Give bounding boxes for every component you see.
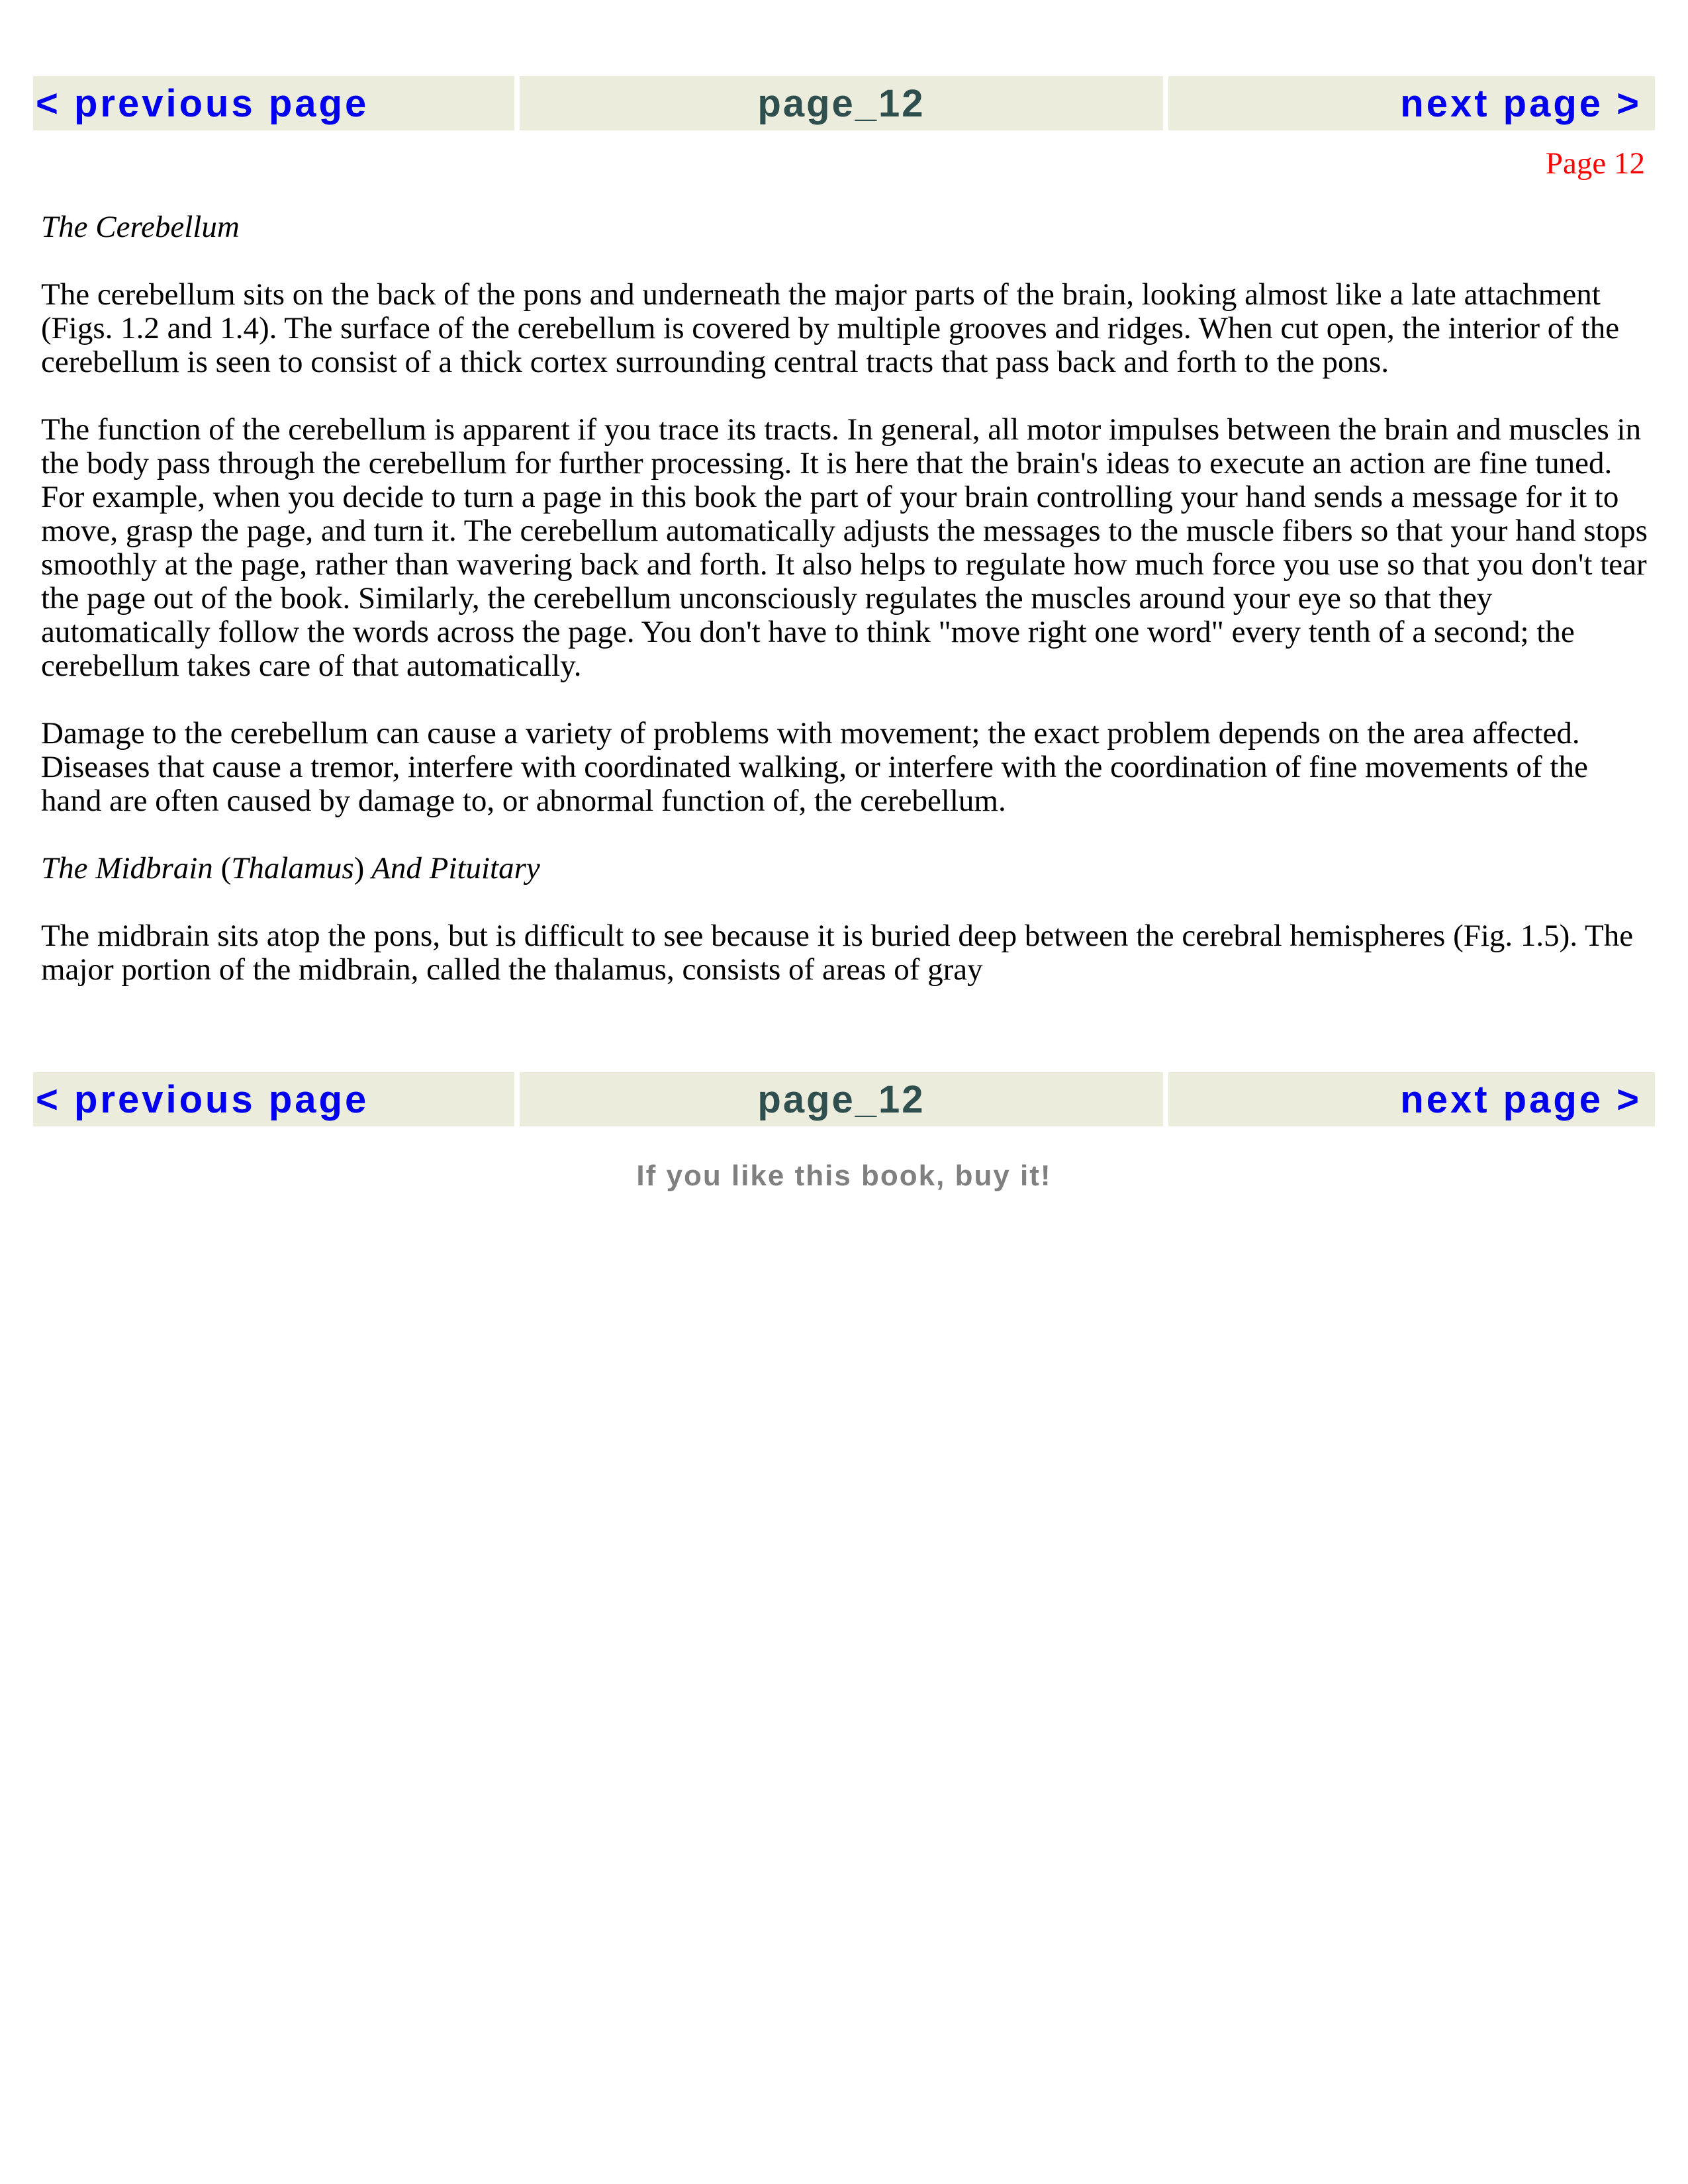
- paragraph: Damage to the cerebellum can cause a variety of problems with movement; the exact problem depends on the area affected. Diseases that cause a tremor, interfere with coordinated walking, or interfere with the coordination of fine movements of the hand are often caused by damage to, or abnormal function of, the cerebellum.: [41, 716, 1588, 818]
- next-page-link[interactable]: next page >: [1168, 1072, 1655, 1126]
- heading-paren: (: [212, 851, 232, 886]
- buy-book-note: If you like this book, buy it!: [636, 1160, 1052, 1192]
- paragraph: The midbrain sits atop the pons, but is difficult to see because it is buried deep between the cerebral hemispheres (Fig. 1.5). The major portion of the midbrain, called the thalamus, consists of areas of gray: [41, 919, 1634, 987]
- section-heading-cerebellum: The Cerebellum: [41, 210, 240, 244]
- heading-text: And Pituitary: [364, 851, 540, 886]
- heading-paren: ): [353, 851, 365, 886]
- page-indicator: page_12: [520, 1072, 1163, 1126]
- previous-page-link[interactable]: < previous page: [33, 76, 514, 130]
- page-number-label: Page 12: [1545, 146, 1645, 181]
- top-navigation-bar: [33, 76, 1655, 130]
- page-indicator: page_12: [520, 76, 1163, 130]
- paragraph: The cerebellum sits on the back of the pons and underneath the major parts of the brain, looking almost like a late attachment (Figs. 1.2 and 1.4). The surface of the cerebellum is covered by multiple grooves and ridges. When cut open, the interior of the cerebellum is seen to consist of a thick cortex surrounding central tracts that pass back and forth to the pons.: [41, 277, 1620, 379]
- book-page-content: [41, 210, 1650, 1021]
- next-page-link[interactable]: next page >: [1168, 76, 1655, 130]
- paragraph: The function of the cerebellum is apparent if you trace its tracts. In general, all motor impulses between the brain and muscles in the body pass through the cerebellum for further processing. It is here that the brain's ideas to execute an action are fine tuned. For example, when you decide to turn a page in this book the part of your brain controlling your hand sends a message for it to move, grasp the page, and turn it. The cerebellum automatically adjusts the messages to the muscle fibers so that your hand stops smoothly at the page, rather than wavering back and forth. It also helps to regulate how much force you use so that you don't tear the page out of the book. Similarly, the cerebellum unconsciously regulates the muscles around your eye so that they automatically follow the words across the page. You don't have to think "move right one word" every tenth of a second; the cerebellum takes care of that automatically.: [41, 412, 1648, 683]
- heading-text: Thalamus: [231, 851, 354, 886]
- previous-page-link[interactable]: < previous page: [33, 1072, 514, 1126]
- heading-text: The Midbrain: [41, 851, 213, 886]
- section-heading-midbrain: [41, 852, 1650, 886]
- bottom-navigation-bar: [33, 1072, 1655, 1126]
